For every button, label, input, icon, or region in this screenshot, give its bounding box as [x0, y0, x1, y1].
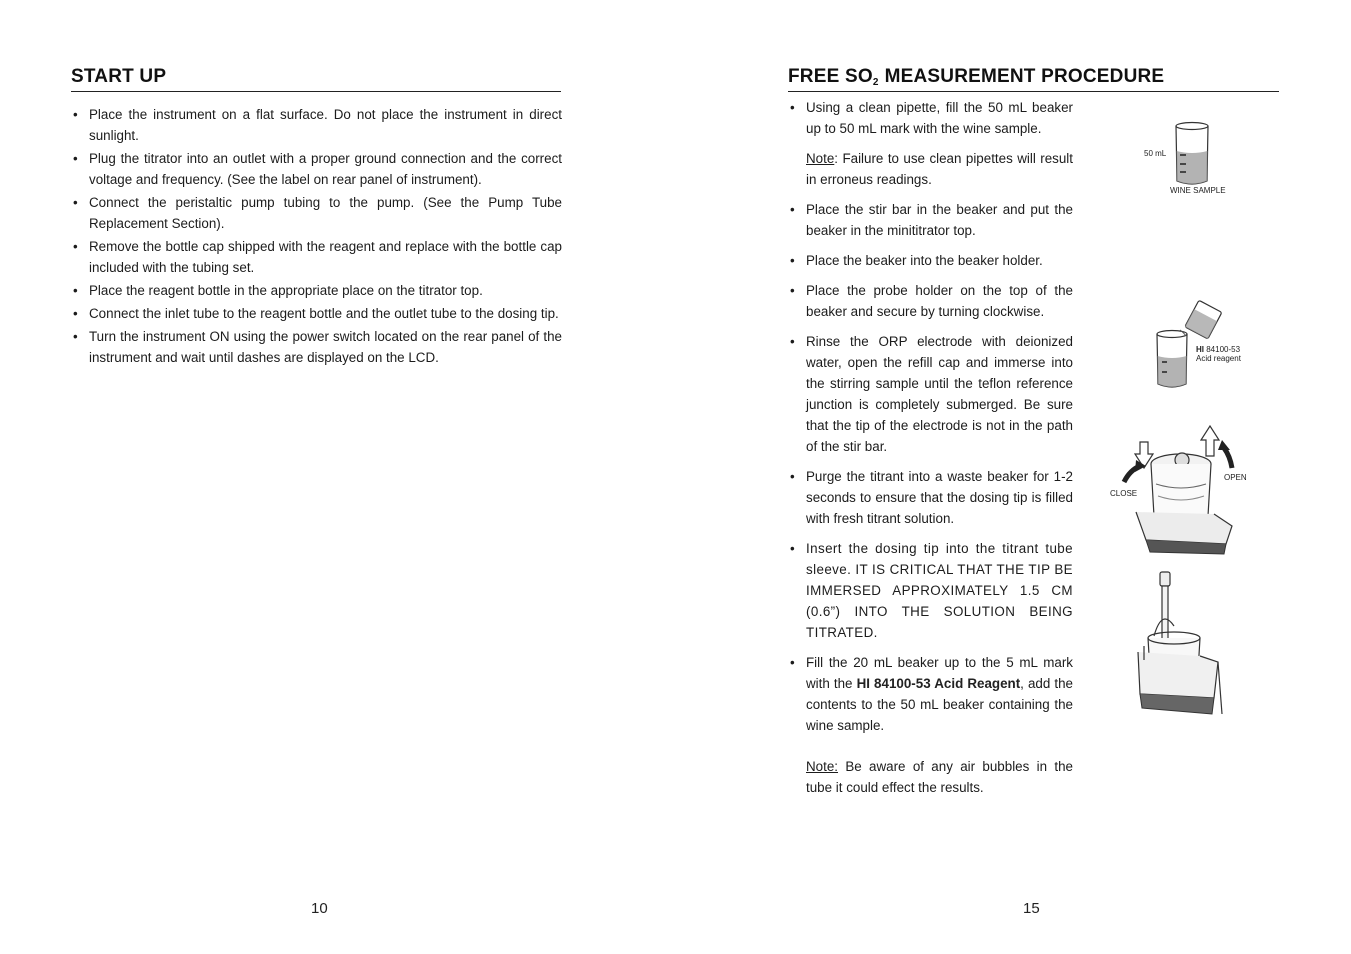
list-item: • Place the stir bar in the beaker and put the beaker in the minititrator top. — [788, 199, 1073, 241]
note-label: Note: — [806, 759, 839, 774]
list-item — [788, 652, 1073, 736]
list-item: • Place the instrument on a flat surface. Do not place the instrument in direct sunlight. — [71, 104, 562, 146]
list-item: • Connect the inlet tube to the reagent bottle and the outlet tube to the dosing tip. — [71, 303, 562, 324]
open-label: OPEN — [1224, 473, 1247, 482]
procedure-list — [788, 97, 1073, 807]
note-text: : Failure to use clean pipettes will result in erroneus readings. — [806, 151, 1073, 187]
list-item: • Purge the titrant into a waste beaker for 1-2 seconds to ensure that the dosing tip is filled with fresh titrant solution. — [788, 466, 1073, 529]
list-item: • Turn the instrument ON using the power switch located on the rear panel of the instrument and wait until dashes are displayed on the LCD. — [71, 326, 562, 368]
wine-sample-beaker-figure — [1140, 117, 1230, 199]
step8-tail: , add the contents to the 50 mL beaker containing the wine sample. — [806, 676, 1074, 733]
reagent-label — [1196, 345, 1241, 354]
titrator-electrode-figure — [1134, 568, 1244, 718]
start-up-list — [71, 104, 562, 370]
list-item: • Place the reagent bottle in the appropriate place on the titrator top. — [71, 280, 562, 301]
acid-reagent-pour-figure — [1150, 300, 1250, 392]
list-item: • Place the beaker into the beaker holder. — [788, 250, 1073, 271]
beaker-volume-label: 50 mL — [1144, 149, 1167, 158]
reagent-label-bold: HI — [1196, 345, 1204, 354]
note-label: Note — [806, 151, 835, 166]
right-page — [676, 0, 1351, 954]
up-arrow-icon — [1201, 426, 1219, 456]
procedure-title — [788, 66, 1279, 92]
list-item: • Rinse the ORP electrode with deionized water, open the refill cap and immerse into the stirring sample until the teflon reference junction is completely submerged. Be sure that the tip of the electrode is not in the path of the stir bar. — [788, 331, 1073, 457]
start-up-title: START UP — [71, 66, 561, 92]
close-label: CLOSE — [1110, 489, 1138, 498]
list-item: • Place the probe holder on the top of the beaker and secure by turning clockwise. — [788, 280, 1073, 322]
final-note — [788, 756, 1073, 798]
list-item: • Insert the dosing tip into the titrant tube sleeve. IT IS CRITICAL THAT THE TIP BE IMMERSED APPROXIMATELY 1.5 CM (0.6”) INTO THE SOLUTION BEING TITRATED. — [788, 538, 1073, 643]
reagent-label-line2: Acid reagent — [1196, 354, 1241, 363]
title-part1: FREE SO — [788, 66, 873, 87]
left-page — [0, 0, 675, 954]
list-item — [788, 97, 1073, 190]
list-item: • Plug the titrator into an outlet with a proper ground connection and the correct voltage and frequency. (See the label on rear panel of instrument). — [71, 148, 562, 190]
list-item: • Connect the peristaltic pump tubing to the pump. (See the Pump Tube Replacement Section). — [71, 192, 562, 234]
list-item: • Remove the bottle cap shipped with the reagent and replace with the bottle cap included with the tubing set. — [71, 236, 562, 278]
step1-text: Using a clean pipette, fill the 50 mL beaker up to 50 mL mark with the — [806, 100, 1073, 136]
step1-note — [806, 148, 1073, 190]
note-text: Be aware of any air bubbles in the tube it could effect the results. — [806, 759, 1073, 795]
step8-text: Fill the 20 mL beaker up to the 5 mL mark with the — [806, 655, 1073, 691]
beaker-caption: WINE SAMPLE — [1170, 186, 1226, 195]
probe-holder-figure — [1106, 420, 1256, 560]
step1-emph: wine — [963, 121, 991, 136]
title-subscript: 2 — [872, 77, 879, 88]
title-part2: MEASUREMENT PROCEDURE — [884, 66, 1165, 87]
page-number-left: 10 — [311, 900, 328, 917]
step1-tail: sample. — [990, 121, 1042, 136]
bullet-mask — [788, 756, 806, 777]
reagent-label-rest: 84100-53 — [1206, 345, 1241, 354]
page-number-right: 15 — [1023, 900, 1040, 917]
step8-emph: HI 84100-53 Acid Reagent — [856, 676, 1021, 691]
